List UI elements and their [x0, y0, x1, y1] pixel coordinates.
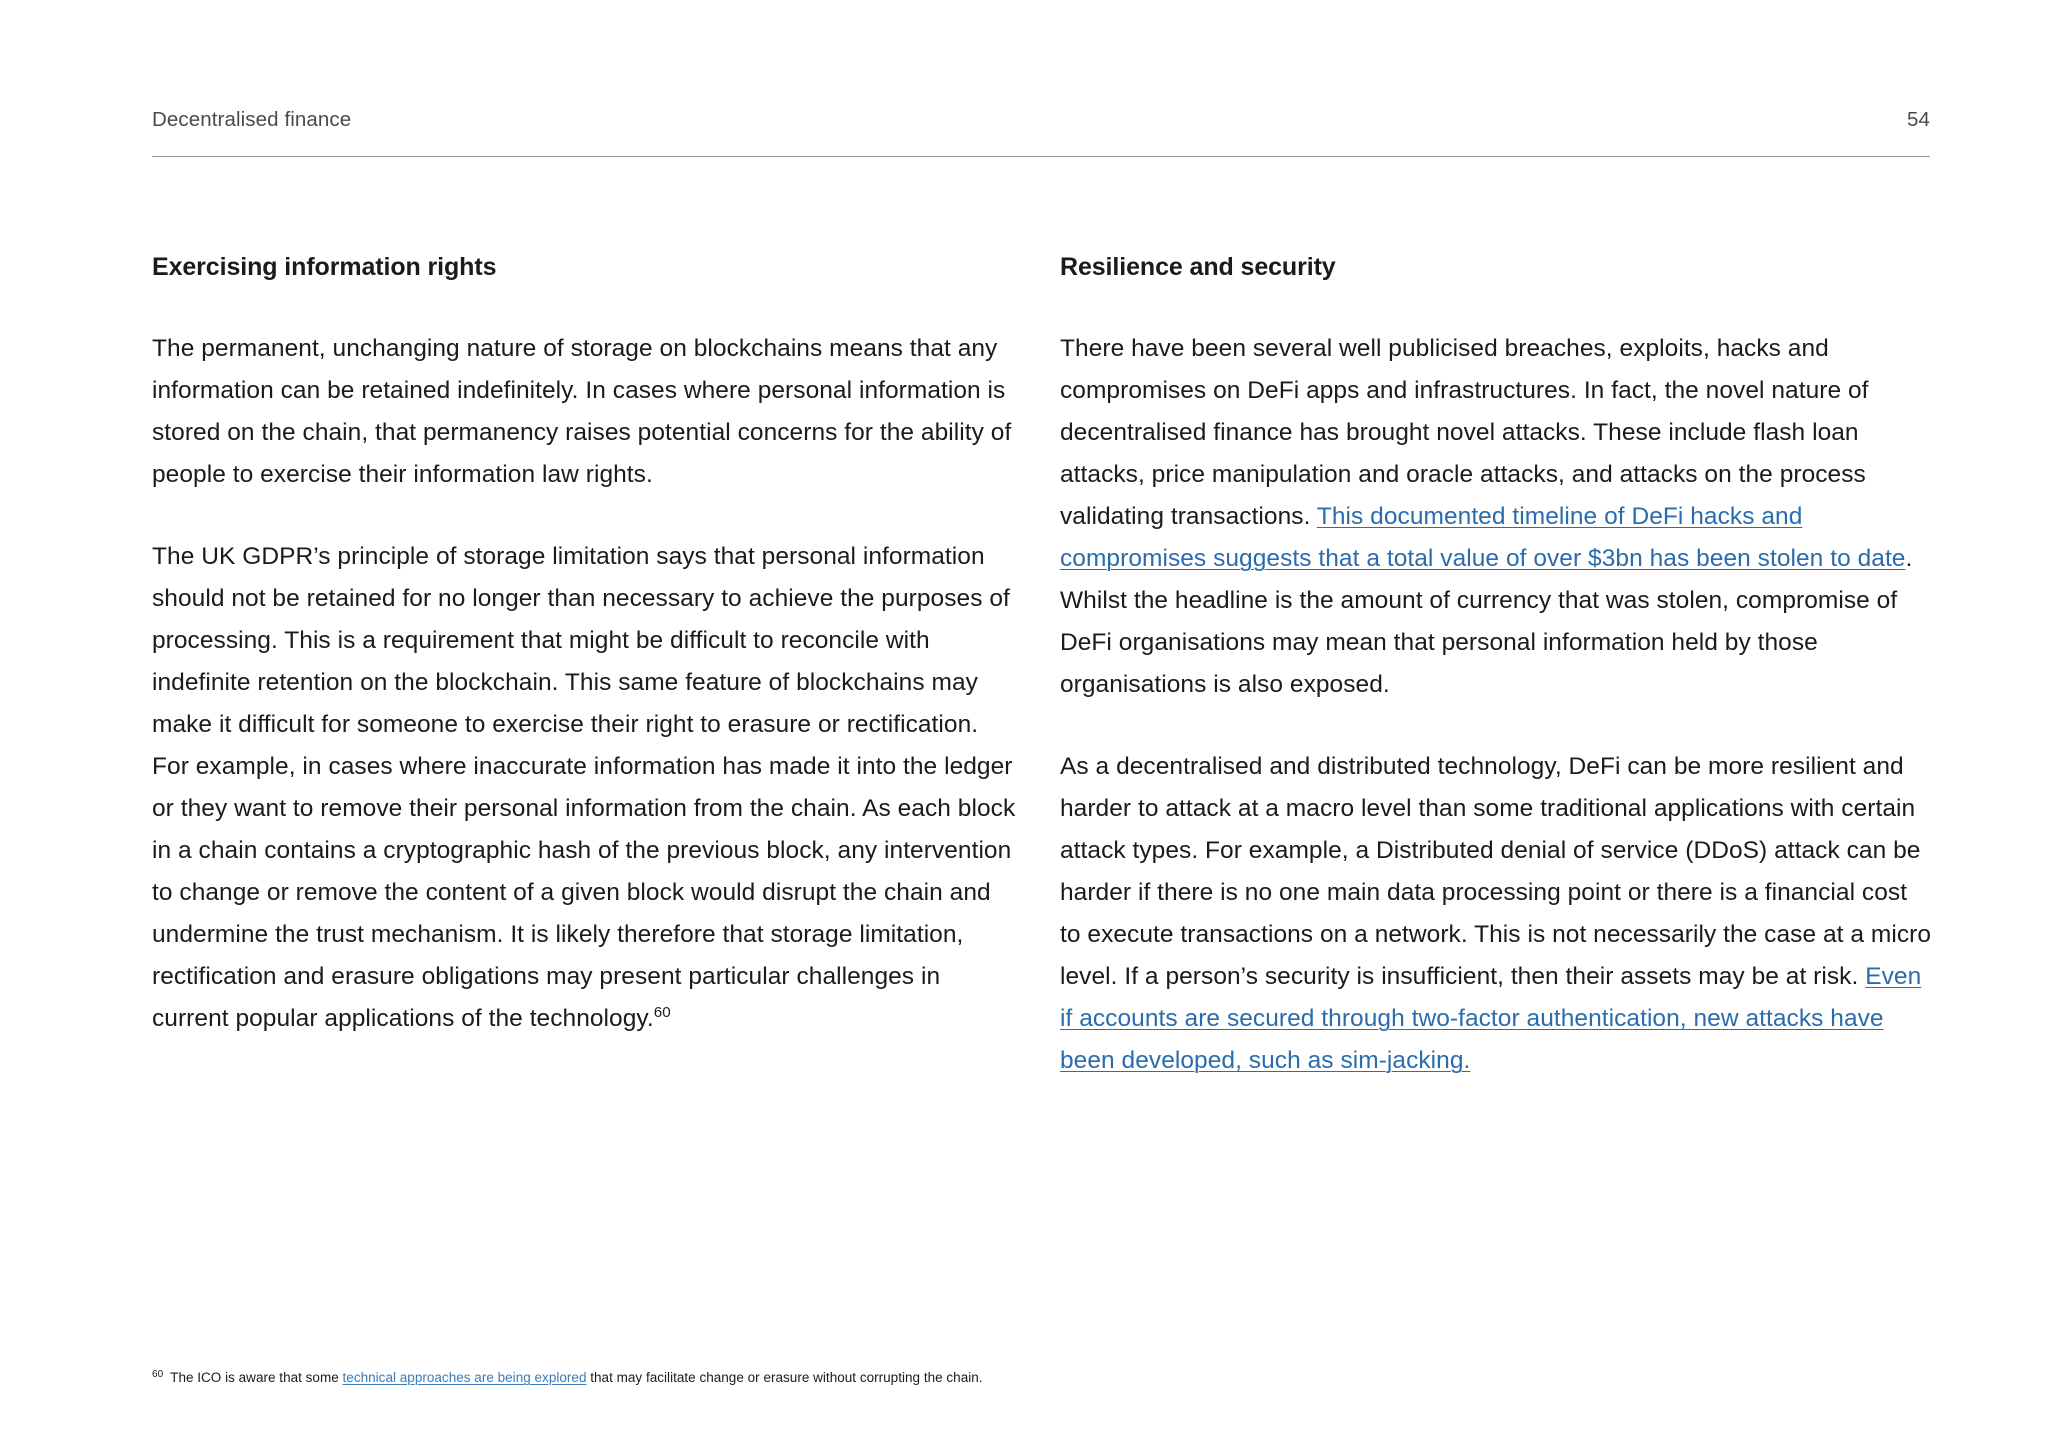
two-column-body: [152, 252, 1942, 1082]
header-page-number: 54: [1906, 108, 1930, 131]
page-header: [152, 108, 1930, 132]
technical-approaches-link[interactable]: technical approaches are being explored: [342, 1370, 587, 1385]
defi-hacks-timeline-link[interactable]: This documented timeline of DeFi hacks and compromises suggests that a total value of over $3bn has been stolen to date: [1060, 503, 1906, 572]
right-paragraph-2-lead-text: As a decentralised and distributed technology, DeFi can be more resilient and harder to attack at a macro level than some traditional applications with certain attack types. For example, a Distributed denial of service (DDoS) attack can be harder if there is no one main data processing point or there is a financial cost to execute transactions on a network. This is not necessarily the case at a micro level. If a person’s security is insufficient, then their assets may be at risk.: [1060, 753, 1932, 990]
two-factor-sim-jacking-link[interactable]: Even if accounts are secured through two-factor authentication, new attacks have been developed, such as sim-jacking.: [1060, 963, 1922, 1074]
right-paragraph-2: [1060, 746, 1934, 1082]
right-paragraph-1-lead-text: There have been several well publicised breaches, exploits, hacks and compromises on DeFi apps and infrastructures. In fact, the novel nature of decentralised finance has brought novel attacks. These include flash loan attacks, price manipulation and oracle attacks, and attacks on the process validating transactions.: [1060, 335, 1869, 530]
header-divider-rule: [152, 156, 1930, 157]
footnote-marker: 60: [152, 1368, 164, 1380]
header-document-title: Decentralised finance: [152, 108, 352, 131]
footnote-reference-60[interactable]: 60: [653, 1003, 671, 1021]
right-paragraph-1: [1060, 328, 1934, 706]
footnote-lead-text: The ICO is aware that some: [170, 1370, 343, 1385]
right-column: [1060, 252, 1934, 1082]
footnote-trailing-text: that may facilitate change or erasure without corrupting the chain.: [586, 1370, 983, 1385]
left-column: [152, 252, 1018, 1082]
left-paragraph-2: [152, 536, 1018, 1040]
footnote-item: [152, 1368, 1942, 1387]
left-paragraph-2-text: The UK GDPR’s principle of storage limitation says that personal information should not be retained for no longer than necessary to achieve the purposes of processing. This is a requirement that might be difficult to reconcile with indefinite retention on the blockchain. This same feature of blockchains may make it difficult for someone to exercise their right to erasure or rectification. For example, in cases where inaccurate information has made it into the ledger or they want to remove their personal information from the chain. As each block in a chain contains a cryptographic hash of the previous block, any intervention to change or remove the content of a given block would disrupt the chain and undermine the trust mechanism. It is likely therefore that storage limitation, rectification and erasure obligations may present particular challenges in current popular applications of the technology.: [152, 543, 1016, 1032]
right-paragraph-1-trailing-text: . Whilst the headline is the amount of currency that was stolen, compromise of DeFi organisations may mean that personal information held by those organisations is also exposed.: [1060, 545, 1913, 698]
left-paragraph-1: The permanent, unchanging nature of storage on blockchains means that any information can be retained indefinitely. In cases where personal information is stored on the chain, that permanency raises potential concerns for the ability of people to exercise their information law rights.: [152, 335, 1012, 488]
left-column-heading: Exercising information rights: [152, 253, 497, 281]
right-column-heading: Resilience and security: [1060, 253, 1336, 281]
footnote-area: [152, 1368, 1942, 1387]
